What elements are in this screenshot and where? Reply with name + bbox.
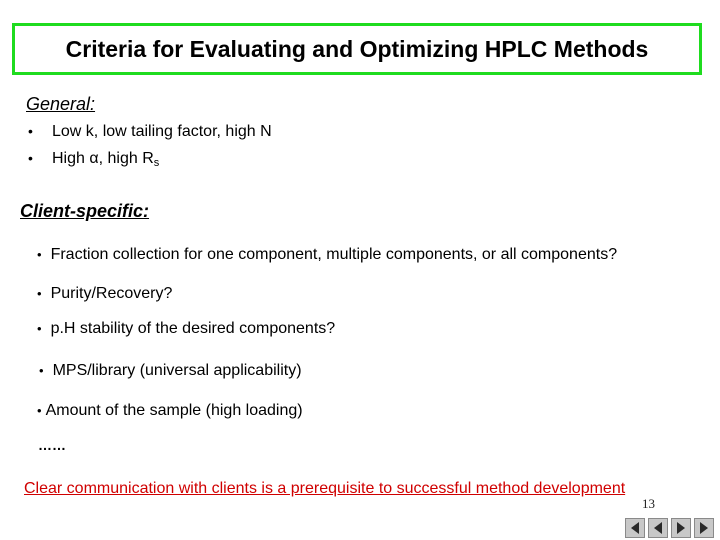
bullet: • bbox=[37, 247, 42, 262]
general-item-text: Low k, low tailing factor, high N bbox=[52, 123, 272, 140]
general-item-text bbox=[52, 150, 159, 169]
footer-statement: Clear communication with clients is a prerequisite to successful method development bbox=[24, 480, 626, 497]
next-slide-icon[interactable] bbox=[671, 518, 691, 538]
client-item-text: Fraction collection for one component, multiple components, or all components? bbox=[50, 246, 618, 263]
client-item bbox=[37, 320, 335, 338]
last-slide-icon[interactable] bbox=[694, 518, 714, 538]
general-heading: General: bbox=[26, 94, 96, 114]
client-heading: Client-specific: bbox=[20, 201, 150, 221]
ellipsis: …… bbox=[38, 437, 66, 453]
client-item-text: Amount of the sample (high loading) bbox=[45, 402, 303, 419]
bullet: • bbox=[39, 363, 44, 378]
resolution-subscript: s bbox=[153, 157, 160, 169]
page-number: 13 bbox=[642, 496, 655, 511]
client-item-text: p.H stability of the desired components? bbox=[50, 320, 336, 337]
client-item bbox=[37, 285, 172, 303]
bullet: • bbox=[28, 123, 33, 139]
client-item bbox=[37, 246, 617, 264]
client-item-text: MPS/library (universal applicability) bbox=[52, 362, 302, 379]
title-box bbox=[12, 23, 702, 75]
previous-slide-icon[interactable] bbox=[648, 518, 668, 538]
resolution-label: High α, high R bbox=[52, 150, 154, 167]
client-item bbox=[37, 402, 303, 420]
client-item bbox=[39, 362, 302, 380]
bullet: • bbox=[37, 321, 42, 336]
slide-title: Criteria for Evaluating and Optimizing HPLC Methods bbox=[65, 35, 649, 62]
first-slide-icon[interactable] bbox=[625, 518, 645, 538]
client-item-text: Purity/Recovery? bbox=[50, 285, 173, 302]
bullet: • bbox=[37, 286, 42, 301]
bullet: • bbox=[37, 403, 42, 418]
bullet: • bbox=[28, 150, 33, 166]
